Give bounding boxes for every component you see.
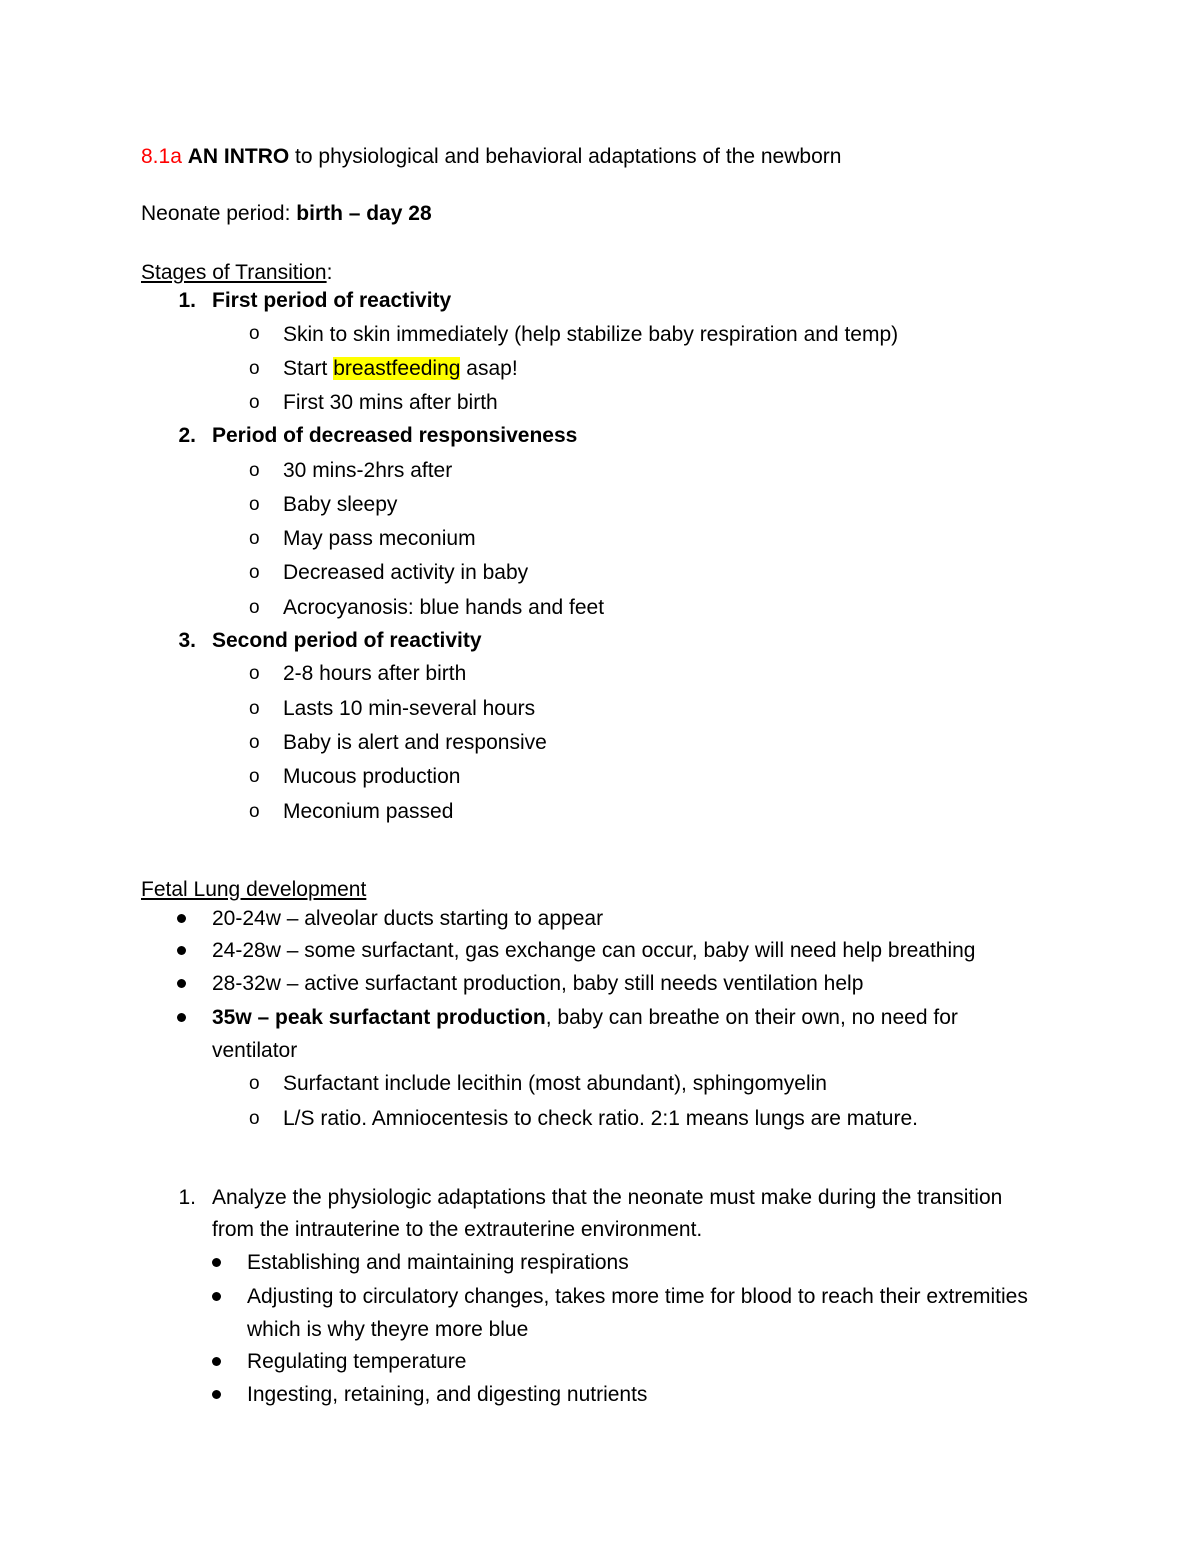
fetal-bullet: 24-28w – some surfactant, gas exchange can occur, baby will need help breathing (212, 939, 976, 962)
stage-subitem: May pass meconium (283, 527, 476, 550)
sub-bullet-marker: o (249, 732, 260, 753)
stage-number: 1. (178, 289, 196, 312)
intro-rest: to physiological and behavioral adaptations of the newborn (289, 145, 842, 168)
bullet-dot (212, 1258, 221, 1267)
neonate-period (141, 203, 432, 224)
sub-bullet-marker: o (249, 392, 260, 413)
stage-subitem-highlighted (283, 358, 518, 379)
objective-bullet: Adjusting to circulatory changes, takes more time for blood to reach their extremities (247, 1285, 1028, 1308)
sub-bullet-marker: o (249, 562, 260, 583)
fetal-subitem: L/S ratio. Amniocentesis to check ratio. 2:1 means lungs are mature. (283, 1107, 918, 1130)
bullet-dot (212, 1357, 221, 1366)
sub-bullet-marker: o (249, 528, 260, 549)
stage-subitem: First 30 mins after birth (283, 391, 498, 414)
sub-bullet-marker: o (249, 663, 260, 684)
sub-bullet-marker: o (249, 460, 260, 481)
stage-subitem: Acrocyanosis: blue hands and feet (283, 596, 605, 619)
sub-bullet-marker: o (249, 323, 260, 344)
sub-bullet-marker: o (249, 358, 260, 379)
highlight-before: Start (283, 357, 334, 380)
neonate-label: Neonate period: (141, 202, 297, 225)
peak-rest: , baby can breathe on their own, no need for (545, 1006, 958, 1029)
objective-text: Analyze the physiologic adaptations that the neonate must make during the transition (212, 1186, 1003, 1209)
stage-title: Second period of reactivity (212, 629, 482, 652)
stage-number: 3. (178, 629, 196, 652)
fetal-bullet: 28-32w – active surfactant production, baby still needs ventilation help (212, 972, 864, 995)
stage-subitem: Decreased activity in baby (283, 561, 529, 584)
bullet-dot (177, 914, 186, 923)
stage-number: 2. (178, 424, 196, 447)
stages-heading-colon: : (326, 261, 333, 284)
bullet-dot (212, 1292, 221, 1301)
peak-bold: 35w – peak surfactant production (212, 1006, 546, 1029)
stages-heading-text: Stages of Transition (141, 261, 327, 284)
sub-bullet-marker: o (249, 801, 260, 822)
objective-number: 1. (178, 1186, 196, 1209)
intro-bold: AN INTRO (187, 145, 290, 168)
stage-subitem: Baby sleepy (283, 493, 398, 516)
stage-title: Period of decreased responsiveness (212, 424, 578, 447)
neonate-value: birth – day 28 (296, 202, 432, 225)
fetal-bullet-continuation: ventilator (212, 1039, 298, 1062)
stage-subitem: Skin to skin immediately (help stabilize baby respiration and temp) (283, 323, 899, 346)
bullet-dot (177, 1013, 186, 1022)
objective-bullet: Establishing and maintaining respirations (247, 1251, 629, 1274)
objective-bullet: Regulating temperature (247, 1350, 467, 1373)
fetal-bullet-peak (212, 1007, 958, 1028)
stage-subitem: Mucous production (283, 765, 461, 788)
stage-subitem: Baby is alert and responsive (283, 731, 547, 754)
highlighted-word: breastfeeding (333, 357, 461, 380)
sub-bullet-marker: o (249, 766, 260, 787)
sub-bullet-marker: o (249, 597, 260, 618)
bullet-dot (177, 946, 186, 955)
document-title (141, 146, 841, 167)
objective-bullet: Ingesting, retaining, and digesting nutrients (247, 1383, 648, 1406)
fetal-subitem: Surfactant include lecithin (most abundant), sphingomyelin (283, 1072, 827, 1095)
stage-subitem: Lasts 10 min-several hours (283, 697, 536, 720)
objective-text-cont: from the intrauterine to the extrauterine environment. (212, 1218, 703, 1241)
sub-bullet-marker: o (249, 494, 260, 515)
fetal-bullet: 20-24w – alveolar ducts starting to appear (212, 907, 604, 930)
objective-bullet-cont: which is why theyre more blue (247, 1318, 529, 1341)
highlight-after: asap! (460, 357, 518, 380)
stage-subitem: Meconium passed (283, 800, 454, 823)
sub-bullet-marker: o (249, 1073, 260, 1094)
sub-bullet-marker: o (249, 698, 260, 719)
sub-bullet-marker: o (249, 1108, 260, 1129)
stage-subitem: 2-8 hours after birth (283, 662, 467, 685)
bullet-dot (212, 1390, 221, 1399)
stages-heading (141, 262, 332, 283)
fetal-heading: Fetal Lung development (141, 878, 367, 901)
stage-title: First period of reactivity (212, 289, 452, 312)
stage-subitem: 30 mins-2hrs after (283, 459, 453, 482)
section-code: 8.1a (141, 145, 182, 168)
bullet-dot (177, 979, 186, 988)
